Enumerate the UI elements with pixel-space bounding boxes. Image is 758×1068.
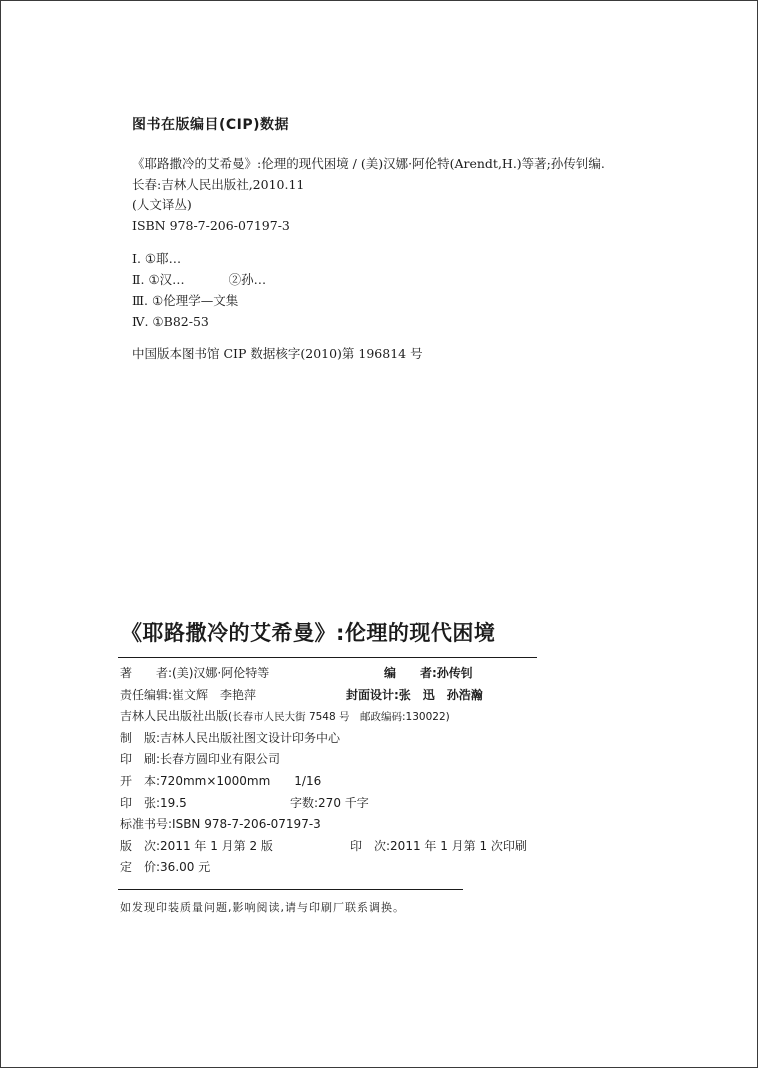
publisher: 吉林人民出版社出版 (120, 709, 229, 724)
printed-sheets: 印 张:19.5 (120, 795, 187, 810)
colophon-row-edition (120, 836, 580, 858)
book-title: 《耶路撒冷的艾希曼》:伦理的现代困境 (121, 621, 496, 645)
cover-design: 封面设计:张 迅 孙浩瀚 (346, 687, 483, 702)
cip-index-iii: Ⅲ. ①伦理学—文集 (132, 293, 239, 308)
colophon-row-publisher (120, 706, 580, 728)
cip-citation-line: 长春:吉林人民出版社,2010.11 (132, 176, 305, 192)
cip-index-i: Ⅰ. ①耶… (132, 251, 182, 266)
colophon-row-sheets (120, 793, 580, 815)
author-credit: 著 者:(美)汉娜·阿伦特等 (120, 666, 270, 680)
edition: 版 次:2011 年 1 月第 2 版 (120, 838, 273, 853)
plate-making: 制 版:吉林人民出版社图文设计印务中心 (120, 730, 341, 745)
cip-citation-line: ISBN 978-7-206-07197-3 (132, 217, 290, 233)
cip-citation-line: 《耶路撒冷的艾希曼》:伦理的现代困境 / (美)汉娜·阿伦特(Arendt,H.)等著;孙传钊编. (132, 156, 605, 171)
word-count: 字数:270 千字 (290, 795, 369, 810)
quality-note: 如发现印装质量问题,影响阅读,请与印刷厂联系调换。 (120, 901, 405, 914)
colophon-row-credits (120, 663, 580, 685)
publisher-address: (长春市人民大街 7548 号 邮政编码:130022) (228, 711, 450, 724)
cip-index-ii-a: Ⅱ. ①汉… (132, 272, 185, 287)
divider-bottom (118, 889, 463, 890)
colophon-row-editors (120, 685, 580, 707)
cip-data-block (132, 115, 692, 362)
cip-index-ii (132, 269, 692, 290)
cip-heading: 图书在版编目(CIP)数据 (132, 117, 290, 133)
cip-citation (132, 154, 692, 236)
format: 开 本:720mm×1000mm 1/16 (120, 773, 322, 788)
responsible-editor: 责任编辑:崔文辉 李艳萍 (120, 687, 257, 702)
cip-index-ii-b: ②孙… (228, 272, 267, 287)
printing: 印 刷:长春方圆印业有限公司 (120, 752, 281, 767)
price: 定 价:36.00 元 (120, 860, 211, 875)
cip-index-iv: Ⅳ. ①B82-53 (132, 314, 209, 329)
cip-index (132, 248, 692, 332)
colophon (120, 663, 580, 879)
cip-citation-line: (人文译丛) (132, 197, 192, 212)
isbn: 标准书号:ISBN 978-7-206-07197-3 (120, 817, 321, 832)
impression: 印 次:2011 年 1 月第 1 次印刷 (350, 838, 527, 853)
divider-top (118, 657, 537, 658)
editor-credit: 编 者:孙传钊 (384, 666, 473, 680)
cip-record-number: 中国版本图书馆 CIP 数据核字(2010)第 196814 号 (132, 346, 423, 361)
